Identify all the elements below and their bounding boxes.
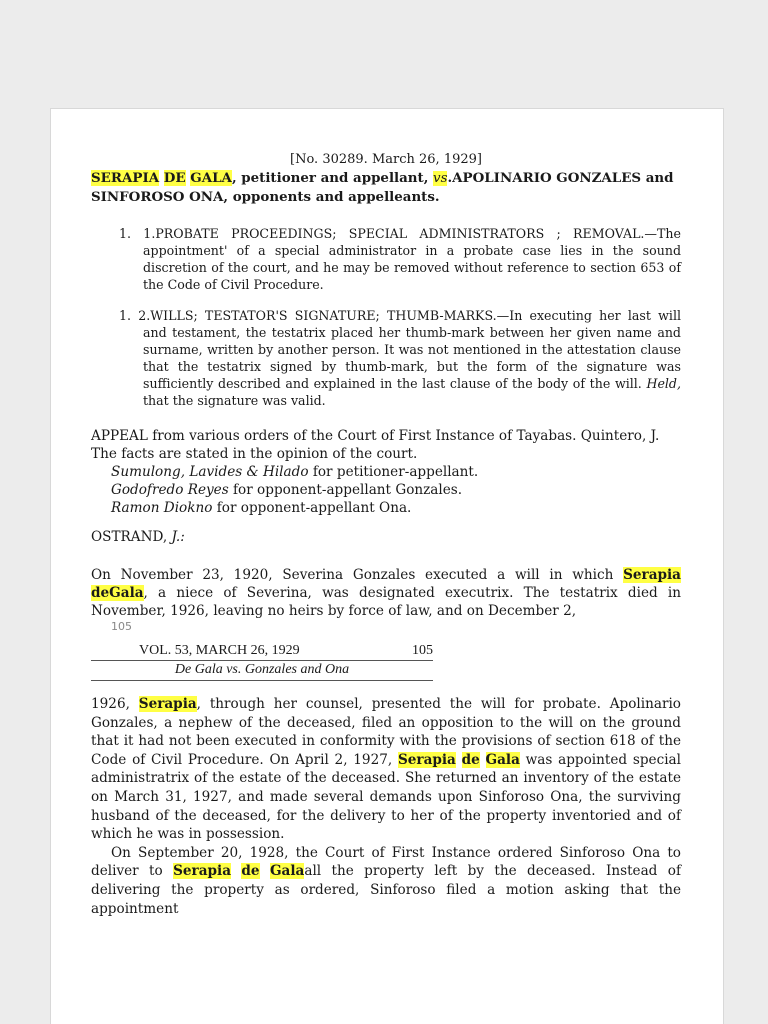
counsel-role: for opponent-appellant Gonzales. [228,481,463,498]
para3-text: On September 20, 1928, the Court of First Instance ordered Sinforoso Ona to deliver to [91,844,681,880]
judge-name: OSTRAND, [91,528,172,545]
appeal-line: APPEAL from various orders of the Court of First Instance of Tayabas. Quintero, J. [91,427,660,444]
running-header [91,642,433,681]
highlight-de: de [241,863,260,880]
highlight-gala: GALA [190,169,232,186]
highlight-gala: Gala [485,751,520,768]
running-header-subtitle: De Gala vs. Gonzales and Ona [91,661,433,681]
document-content [91,151,681,918]
highlight-vs: vs [433,170,448,186]
appeal-block [91,427,681,517]
counsel-role: for petitioner-appellant. [308,463,479,480]
headnote-2-held: Held, [646,375,681,391]
counsel-role: for opponent-appellant Ona. [212,499,412,516]
counsel-name: Godofredo Reyes [111,481,229,498]
running-header-page: 105 [412,643,433,658]
highlight-serapia: SERAPIA [91,169,160,186]
para2-text-cont: , through her counsel, presented the will for probate. Apolinario Gonzales, a nephew of the deceased, filed an opposition to the will on the ground that it had not been executed in conformity with the provisions of section 618 of the Code of Civil Procedure. On April 2, 1927, [91,696,681,768]
highlight-de: DE [163,169,186,186]
title-respondents: .APOLINARIO GONZALES and SINFOROSO ONA, opponents and appelleants. [91,169,674,205]
running-header-volume: VOL. 53, MARCH 26, 1929 [139,643,300,658]
headnote-1: 1. 1.PROBATE PROCEEDINGS; SPECIAL ADMINISTRATORS ; REMOVAL.—The appointment' of a special administrator in a probate case lies in the sound discretion of the court, and he may be removed without reference to section 653 of the Code of Civil Procedure. [119,225,681,292]
judge-line [91,529,681,547]
document-page [50,108,724,1024]
counsel-name: Ramon Diokno [111,499,213,516]
headnote-2-conclusion: that the signature was valid. [143,392,326,408]
para1-text: On November 23, 1920, Severina Gonzales executed a will in which [91,567,624,583]
paragraph-1 [91,566,681,620]
highlight-serapia: Serapia [397,751,456,768]
case-number: [No. 30289. March 26, 1929] [290,152,482,167]
highlight-gala: Gala [269,863,305,880]
highlight-serapia: Serapia [138,696,197,712]
highlight-serapia: Serapia [623,567,681,583]
para1-text-cont: , a niece of Severina, was designated executrix. The testatrix died in November, 1926, leaving no heirs by force of law, and on December 2, [91,585,681,619]
case-title [91,169,681,207]
page-number-small: 105 [111,620,132,633]
highlight-serapia: Serapia [173,863,232,880]
headnote-2-text: 1. 2.WILLS; TESTATOR'S SIGNATURE; THUMB-MARKS.—In executing her last will and testament, the testatrix placed her thumb-mark between her given name and surname, written by another person. It was not mentioned in the attestation clause that the testatrix signed by thumb-mark, but the form of the signature was sufficiently described and explained in the last clause of the body of the will. [119,307,681,391]
highlight-degala: deGala [91,585,144,601]
counsel-1 [91,463,681,481]
para3-text-cont: all the property left by the deceased. Instead of delivering the property as ordered, Sinforoso filed a motion asking that the appointment [91,863,681,917]
counsel-2 [91,481,681,499]
counsel-name: Sumulong, Lavides & Hilado [111,463,309,480]
paragraph-3 [91,844,681,918]
judge-suffix: J.: [171,528,185,545]
para2-text-end: was appointed special administratrix of the estate of the deceased. She returned an inventory of the estate on March 31, 1927, and made several demands upon Sinforoso Ona, the surviving husband of the deceased, for the delivery to her of the property inventoried and of which he was in possession. [91,751,681,843]
counsel-3 [91,499,681,517]
facts-line: The facts are stated in the opinion of the court. [91,445,418,462]
title-petitioner: , petitioner and appellant, [231,169,434,186]
para2-text: 1926, [91,696,139,712]
running-header-row [91,642,433,661]
paragraph-2 [91,695,681,844]
headnote-2 [119,307,681,409]
highlight-de: de [461,751,480,768]
